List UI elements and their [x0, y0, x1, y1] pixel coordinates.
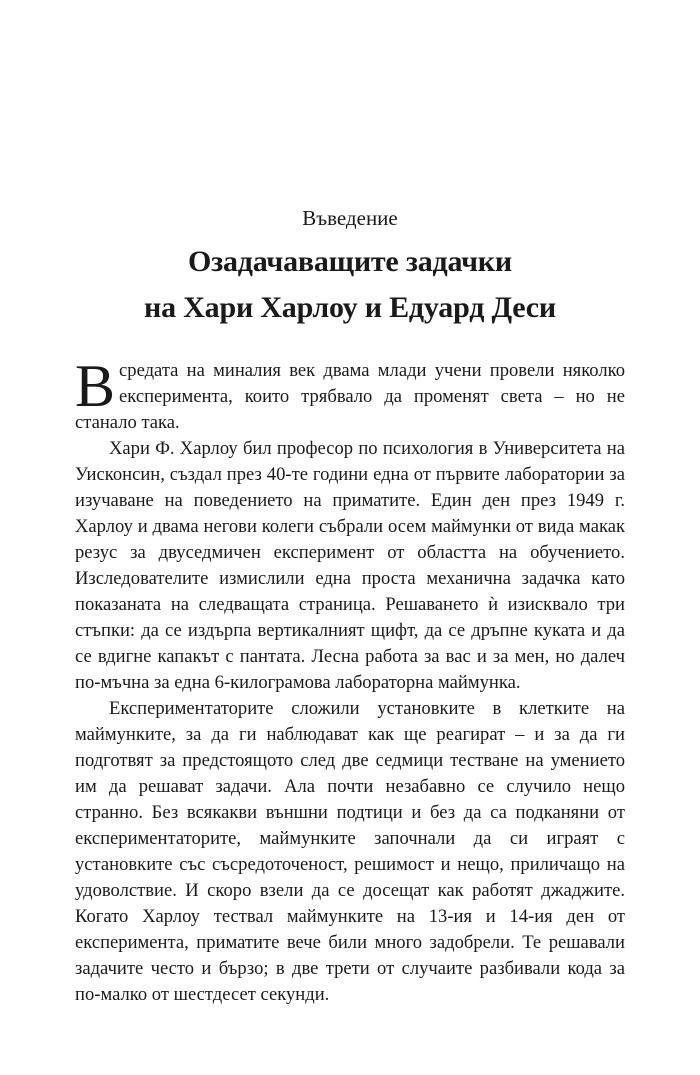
chapter-title-line-2: на Хари Харлоу и Едуард Деси — [144, 291, 556, 324]
paragraph-1-text: средата на миналия век двама млади учени провели няколко експеримента, които трябвало да променят света – но не станало така. — [75, 360, 625, 433]
drop-cap: В — [75, 353, 116, 419]
chapter-title — [0, 239, 700, 331]
paragraph-1 — [75, 353, 625, 436]
chapter-title-line-1: Озадачаващите задачки — [188, 245, 512, 278]
body-text — [75, 353, 625, 1008]
section-label: Въведение — [302, 206, 398, 230]
chapter-heading — [0, 203, 700, 331]
paragraph-3: Експериментаторите сложили установките в клетките на маймунките, за да ги наблюдават как ще реагират – и за да ги подготвят за предстоящото след две седмици тестване на умението им да решават задачи. Ала почти незабавно се случило нещо странно. Без всякакви външни подтици и без да са подканяни от експериментаторите, маймунките започнали да си играят с установките със съсредоточеност, решимост и нещо, приличащо на удоволствие. И скоро взели да се досещат как работят джаджите. Когато Харлоу тествал маймунките на 13-ия и 14-ия ден от експеримента, приматите вече били много задобрели. Те решавали задачите често и бързо; в две трети от случаите разбивали кода за по-малко от шестдесет секунди. — [75, 698, 625, 1005]
paragraph-2: Хари Ф. Харлоу бил професор по психология в Университета на Уисконсин, създал през 40-те години една от първите лаборатории за изучаване на поведението на приматите. Един ден през 1949 г. Харлоу и двама негови колеги събрали осем маймунки от вида макак резус за двуседмичен експеримент от областта на обучението. Изследователите измислили една проста механична задачка като показаната на следващата страница. Решаването ѝ изисквало три стъпки: да се издърпа вертикалният щифт, да се дръпне куката и да се вдигне капакът с пантата. Лесна работа за вас и за мен, но далеч по-мъчна за една 6-килограмова лабораторна маймунка. — [75, 438, 625, 693]
